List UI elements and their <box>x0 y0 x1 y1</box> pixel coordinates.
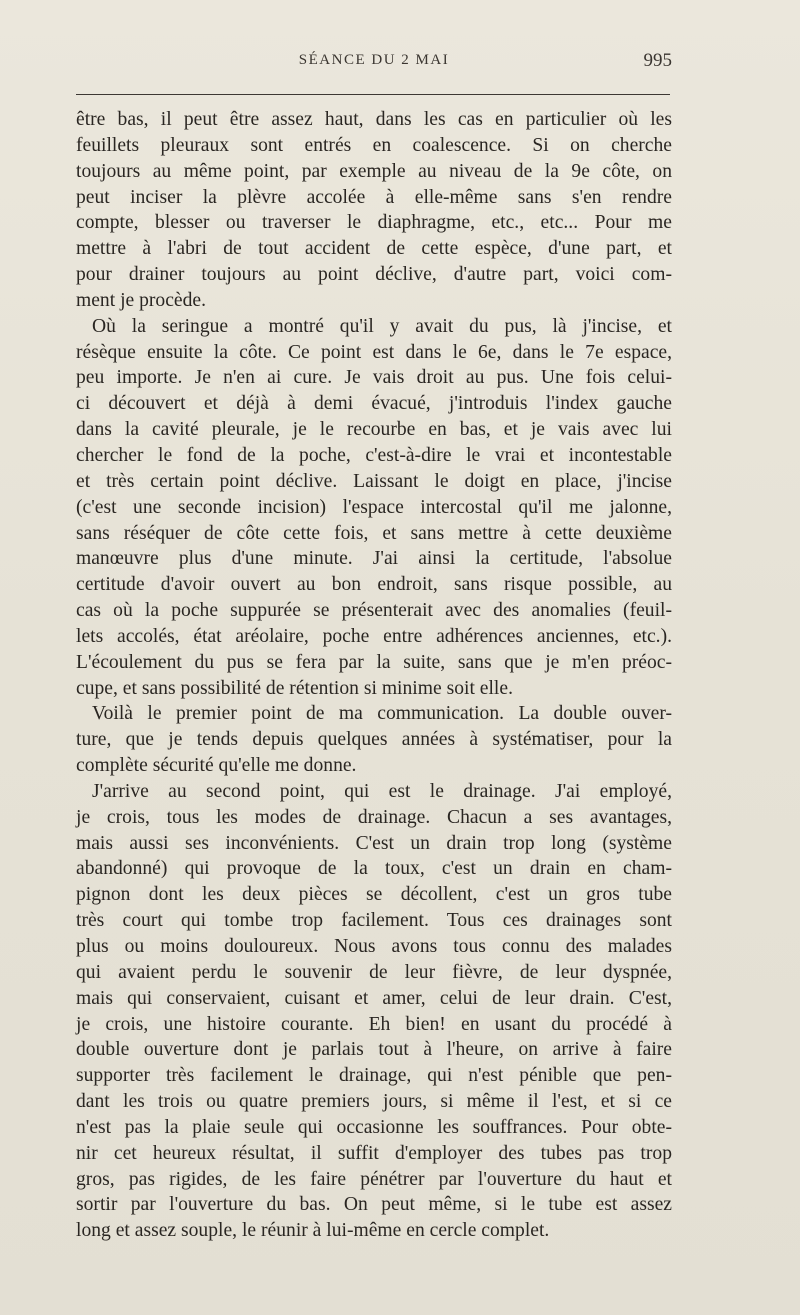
text-line: complète sécurité qu'elle me donne. <box>76 755 357 777</box>
text-line: je crois, une histoire courante. Eh bien! en usant du procédé à <box>76 1013 672 1035</box>
text-line: lets accolés, état aréolaire, poche entre adhérences anciennes, etc.). <box>76 625 672 647</box>
text-line: cupe, et sans possibilité de rétention si minime soit elle. <box>76 677 513 699</box>
text-line: nir cet heureux résultat, il suffit d'employer des tubes pas trop <box>76 1142 672 1164</box>
text-line: J'arrive au second point, qui est le drainage. J'ai employé, <box>92 780 672 802</box>
text-line: L'écoulement du pus se fera par la suite, sans que je m'en préoc- <box>76 651 672 673</box>
text-line: ci découvert et déjà à demi évacué, j'introduis l'index gauche <box>76 393 672 415</box>
text-line: cas où la poche suppurée se présenterait avec des anomalies (feuil- <box>76 600 672 622</box>
page-number: 995 <box>643 50 672 71</box>
text-line: peut inciser la plèvre accolée à elle-même sans s'en rendre <box>76 186 672 208</box>
text-line: peu importe. Je n'en ai cure. Je vais droit au pus. Une fois celui- <box>76 367 672 389</box>
paragraph <box>76 701 672 779</box>
text-line: dant les trois ou quatre premiers jours, si même il l'est, et si ce <box>76 1091 672 1113</box>
paragraph <box>76 107 672 314</box>
text-line: mais aussi ses inconvénients. C'est un drain trop long (système <box>76 832 672 854</box>
text-line: certitude d'avoir ouvert au bon endroit, sans risque possible, au <box>76 574 672 596</box>
text-line: ment je procède. <box>76 289 207 311</box>
running-header <box>76 52 672 76</box>
text-line: double ouverture dont je parlais tout à l'heure, on arrive à faire <box>76 1039 672 1061</box>
text-line: manœuvre plus d'une minute. J'ai ainsi la certitude, l'absolue <box>76 548 672 570</box>
text-line: dans la cavité pleurale, je le recourbe en bas, et je vais avec lui <box>76 419 672 441</box>
text-line: plus ou moins douloureux. Nous avons tous connu des malades <box>76 936 672 957</box>
text-line: chercher le fond de la poche, c'est-à-dire le vrai et incontestable <box>76 444 672 466</box>
text-line: mettre à l'abri de tout accident de cette espèce, d'une part, et <box>76 238 672 260</box>
text-line: résèque ensuite la côte. Ce point est dans le 6e, dans le 7e espace, <box>76 341 672 363</box>
text-line: Où la seringue a montré qu'il y avait du pus, là j'incise, et <box>92 315 672 337</box>
text-line: Voilà le premier point de ma communication. La double ouver- <box>92 703 672 725</box>
text-line: pignon dont les deux pièces se décollent, c'est un gros tube <box>76 884 672 906</box>
body-text <box>76 107 672 1244</box>
text-line: supporter très facilement le drainage, qui n'est pénible que pen- <box>76 1065 672 1087</box>
text-line: compte, blesser ou traverser le diaphragme, etc., etc... Pour me <box>76 212 672 234</box>
text-line: toujours au même point, par exemple au niveau de la 9e côte, on <box>76 160 672 182</box>
text-line: long et assez souple, le réunir à lui-même en cercle complet. <box>76 1220 550 1242</box>
paragraph <box>76 779 672 1244</box>
text-line: être bas, il peut être assez haut, dans les cas en particulier où les <box>76 109 672 130</box>
text-line: gros, pas rigides, de les faire pénétrer par l'ouverture du haut et <box>76 1168 672 1190</box>
text-line: n'est pas la plaie seule qui occasionne les souffrances. Pour obte- <box>76 1116 672 1138</box>
text-line: sans réséquer de côte cette fois, et sans mettre à cette deuxième <box>76 522 672 544</box>
running-title: SÉANCE DU 2 MAI <box>298 52 450 68</box>
text-line: et très certain point déclive. Laissant le doigt en place, j'incise <box>76 470 672 492</box>
text-line: je crois, tous les modes de drainage. Chacun a ses avantages, <box>76 806 672 828</box>
text-line: ture, que je tends depuis quelques années à systématiser, pour la <box>76 729 672 751</box>
header-rule <box>76 94 670 95</box>
paragraph <box>76 314 672 702</box>
text-line: feuillets pleuraux sont entrés en coalescence. Si on cherche <box>76 134 672 156</box>
text-line: sortir par l'ouverture du bas. On peut même, si le tube est assez <box>76 1194 672 1216</box>
text-line: qui avaient perdu le souvenir de leur fièvre, de leur dyspnée, <box>76 961 672 983</box>
text-line: (c'est une seconde incision) l'espace intercostal qu'il me jalonne, <box>76 496 672 518</box>
text-line: abandonné) qui provoque de la toux, c'est un drain en cham- <box>76 858 672 880</box>
text-line: très court qui tombe trop facilement. Tous ces drainages sont <box>76 910 672 932</box>
text-line: pour drainer toujours au point déclive, d'autre part, voici com- <box>76 264 672 286</box>
text-line: mais qui conservaient, cuisant et amer, celui de leur drain. C'est, <box>76 987 672 1009</box>
